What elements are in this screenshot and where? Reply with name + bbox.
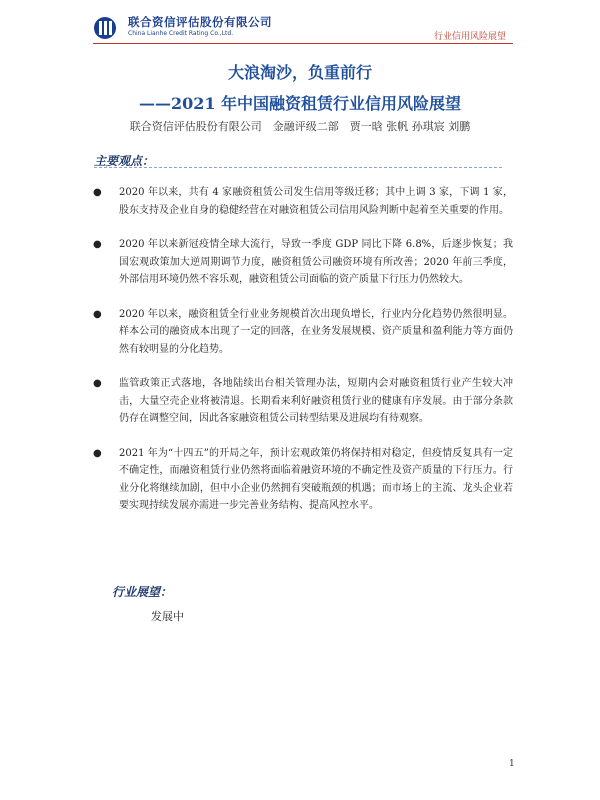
bullet-icon: ● [93, 239, 102, 250]
key-points-list [93, 184, 513, 515]
report-subtitle: ——2021 年中国融资租赁行业信用风险展望 [138, 94, 462, 113]
header-divider [93, 43, 513, 44]
page-number: 1 [509, 759, 515, 769]
key-point [93, 375, 513, 428]
company-name-en: China Lianhe Credit Rating Co.,Ltd. [128, 30, 234, 37]
key-point [93, 184, 513, 219]
key-point-text: 2020 年以来，融资租赁全行业业务规模首次出现负增长，行业内分化趋势仍然很明显。样本公司的融资成本出现了一定的回落，在业务发展规模、资产质量和盈利能力等方面仍然有较明显的分化趋势。 [119, 308, 513, 355]
key-point-text: 监管政策正式落地，各地陆续出台相关管理办法，短期内会对融资租赁行业产生较大冲击，大量空壳企业将被清退。长期看来利好融资租赁行业的健康有序发展。由于部分条款仍存在调整空间，因此各家融资租赁公司转型结果及进展均有待观察。 [119, 378, 513, 424]
industry-outlook-value: 发展中 [151, 610, 184, 623]
key-point [93, 236, 513, 289]
key-point [93, 306, 513, 359]
company-name-cn: 联合资信评估股份有限公司 [128, 15, 272, 29]
key-points-divider [94, 167, 502, 168]
company-logo-icon [93, 16, 127, 40]
key-point [93, 445, 513, 515]
report-type-label: 行业信用风险展望 [433, 32, 506, 42]
key-points-heading: 主要观点： [94, 154, 155, 168]
key-point-text: 2020 年以来，共有 4 家融资租赁公司发生信用等级迁移；其中上调 3 家，下调 1 家，股东支持及企业自身的稳健经营在对融资租赁公司信用风险判断中起着至关重要的作用。 [119, 187, 513, 216]
bullet-icon: ● [93, 378, 102, 389]
bullet-icon: ● [93, 187, 102, 198]
bullet-icon: ● [93, 447, 102, 459]
industry-outlook-heading: 行业展望： [112, 585, 173, 599]
key-point-text: 2020 年以来新冠疫情全球大流行，导致一季度 GDP 同比下降 6.8%，后逐步恢复；我国宏观政策加大逆周期调节力度，融资租赁公司融资环境有所改善；2020 年前三季度，外部信用环境仍然不容乐观，融资租赁公司面临的资产质量下行压力仍然较大。 [119, 239, 513, 285]
key-point-text: 2021 年为“十四五”的开局之年，预计宏观政策仍将保持相对稳定，但疫情反复具有一定不确定性，而融资租赁行业仍然将面临着融资环境的不确定性及资产质量的下行压力。行业分化将继续加剧，但中小企业仍然拥有突破瓶颈的机遇；而市场上的主流、龙头企业若要实现持续发展亦需进一步完善业务结构、提高风控水平。 [119, 447, 513, 511]
authors-line: 联合资信评估股份有限公司 金融评级二部 贾一晗 张帆 孙琪宸 刘鹏 [129, 120, 471, 133]
report-title: 大浪淘沙，负重前行 [227, 63, 372, 82]
page-header [0, 0, 600, 48]
bullet-icon: ● [93, 308, 102, 320]
